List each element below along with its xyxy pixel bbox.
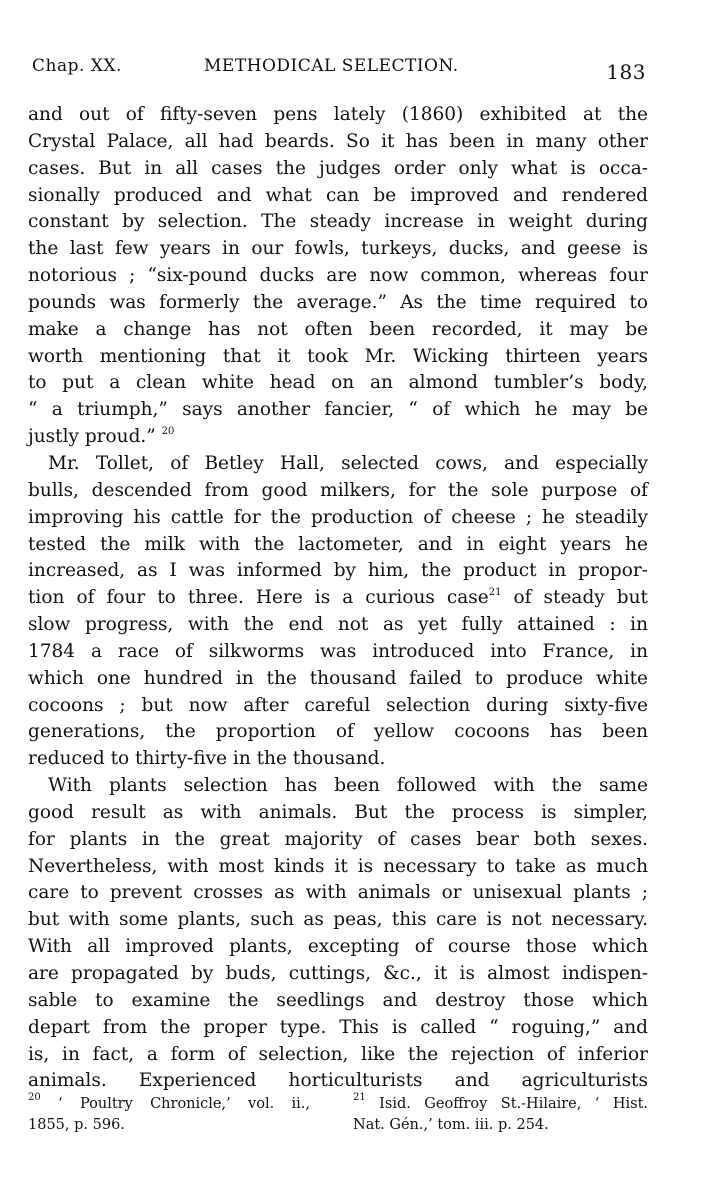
footnote-ref: 21 [488,587,502,599]
line-text: of steady but [513,587,648,609]
text-line [28,585,648,612]
text-line: improving his cattle for the production of cheese ; he steadily [28,506,648,528]
text-line: and out of fifty-seven pens lately (1860) exhibited at the [28,104,648,125]
paragraph-1 [28,102,648,451]
footnote-number: 21 [353,1092,366,1103]
body-text [28,102,648,1095]
text-line: notorious ; “six-pound ducks are now common, whereas four [28,265,648,287]
line-text: tion of four to three. Here is a curious case [28,587,489,609]
text-line: tested the milk with the lactometer, and in eight years he [28,533,648,555]
text-line: Nevertheless, with most kinds it is necessary to take as much [28,855,648,877]
footnote-line: Nat. Gén.,’ tom. iii. p. 254. [353,1117,549,1133]
running-title: METHODICAL SELECTION. [204,56,459,76]
text-line: is, in fact, a form of selection, like the rejection of inferior [28,1043,648,1065]
text-line: make a change has not often been recorded, it may be [28,318,648,340]
text-line: to put a clean white head on an almond tumbler’s body, [28,372,648,394]
footnote-20 [28,1094,310,1136]
footnote-line [28,1094,310,1115]
text-line: generations, the proportion of yellow cocoons has been [28,721,648,743]
text-line: but with some plants, such as peas, this care is not necessary. [28,909,648,931]
footnote-text: ‘ Poultry Chronicle,’ vol. ii., [58,1096,310,1112]
page-number: 183 [606,60,646,84]
running-head [32,56,646,86]
text-line: worth mentioning that it took Mr. Wicking thirteen years [28,345,648,367]
chapter-label: Chap. XX. [32,56,122,76]
text-line [28,424,648,451]
text-line: care to prevent crosses as with animals or unisexual plants ; [28,882,648,904]
footnote-21 [353,1094,648,1136]
footnote-ref: 20 [161,426,175,438]
text-line: increased, as I was informed by him, the product in propor- [28,560,648,582]
text-line: constant by selection. The steady increase in weight during [28,211,648,233]
text-line: depart from the proper type. This is called “ roguing,” and [28,1016,648,1038]
text-line: 1784 a race of silkworms was introduced into France, in [28,640,648,662]
text-line: “ a triumph,” says another fancier, “ of which he may be [28,399,648,421]
text-line: cocoons ; but now after careful selection during sixty-five [28,694,648,716]
paragraph-3 [28,773,648,1095]
text-line: bulls, descended from good milkers, for the sole purpose of [28,479,648,501]
text-line: reduced to thirty-five in the thousand. [28,748,386,770]
text-line: sable to examine the seedlings and destroy those which [28,989,648,1011]
footnote-line: 1855, p. 596. [28,1117,125,1133]
text-line: good result as with animals. But the process is simpler, [28,801,648,823]
text-line: With all improved plants, excepting of course those which [28,936,648,958]
text-line: Mr. Tollet, of Betley Hall, selected cows, and especially [48,452,648,474]
text-line: Crystal Palace, all had beards. So it has been in many other [28,130,648,152]
text-line: for plants in the great majority of cases bear both sexes. [28,828,648,850]
footnote-line [353,1094,648,1115]
text-line: sionally produced and what can be improved and rendered [28,184,648,206]
line-text: justly proud.” [28,426,156,448]
text-line: the last few years in our fowls, turkeys, ducks, and geese is [28,238,648,260]
text-line: cases. But in all cases the judges order only what is occa- [28,157,648,179]
text-line: which one hundred in the thousand failed to produce white [28,667,648,689]
footnote-number: 20 [28,1092,41,1103]
paragraph-2 [28,451,648,773]
text-line: pounds was formerly the average.” As the time required to [28,291,648,313]
text-line: With plants selection has been followed with the same [48,775,648,797]
text-line: slow progress, with the end not as yet fully attained : in [28,614,648,636]
text-line: animals. Experienced horticulturists and agriculturists [28,1070,648,1092]
footnote-text: Isid. Geoffroy St.-Hilaire, ‘ Hist. [379,1096,649,1112]
text-line: are propagated by buds, cuttings, &c., it is almost indispen- [28,963,648,984]
